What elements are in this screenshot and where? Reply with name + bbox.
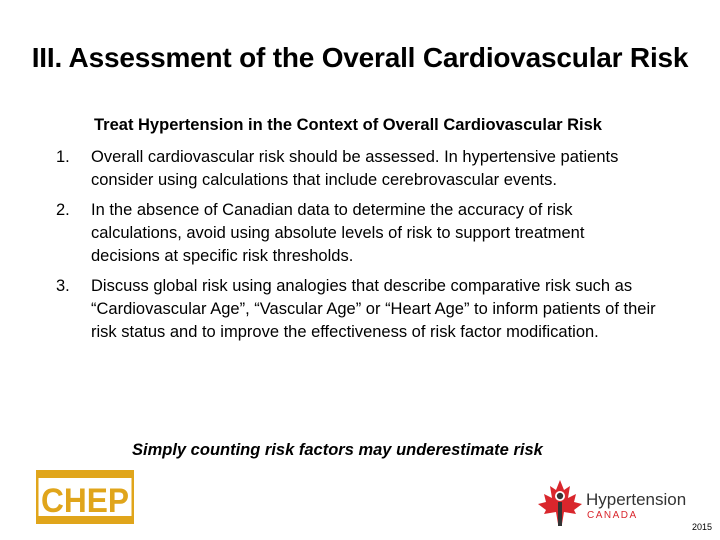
list-item	[56, 146, 656, 192]
list-item-text: In the absence of Canadian data to determine the accuracy of risk calculations, avoid using absolute levels of risk to support treatment decisions at specific risk thresholds.	[91, 201, 585, 265]
slide-subtitle: Treat Hypertension in the Context of Overall Cardiovascular Risk	[94, 116, 602, 134]
chep-logo-band	[37, 471, 133, 478]
hypertension-word: Hypertension	[586, 490, 687, 509]
year-label: 2015	[691, 522, 712, 532]
list-item-number: 3.	[56, 277, 70, 295]
list-item	[56, 199, 656, 268]
recommendation-list	[56, 146, 656, 351]
list-item-number: 1.	[56, 148, 70, 166]
footnote: Simply counting risk factors may underestimate risk	[132, 441, 543, 459]
chep-logo	[36, 470, 134, 524]
list-item-text: Overall cardiovascular risk should be assessed. In hypertensive patients consider using calculations that include cerebrovascular events.	[91, 148, 619, 189]
list-item-number: 2.	[56, 201, 70, 219]
maple-leaf-icon	[538, 480, 582, 526]
slide-title: III. Assessment of the Overall Cardiovascular Risk	[31, 42, 689, 73]
list-item-text: Discuss global risk using analogies that describe comparative risk such as “Cardiovascular Age”, “Vascular Age” or “Heart Age” to inform patients of their risk status and to improve the effectiveness of risk factor modification.	[91, 277, 656, 341]
hypertension-canada-logo	[530, 474, 710, 530]
chep-logo-text: CHEP	[41, 482, 129, 520]
list-item	[56, 275, 656, 344]
canada-word: CANADA	[587, 510, 638, 521]
